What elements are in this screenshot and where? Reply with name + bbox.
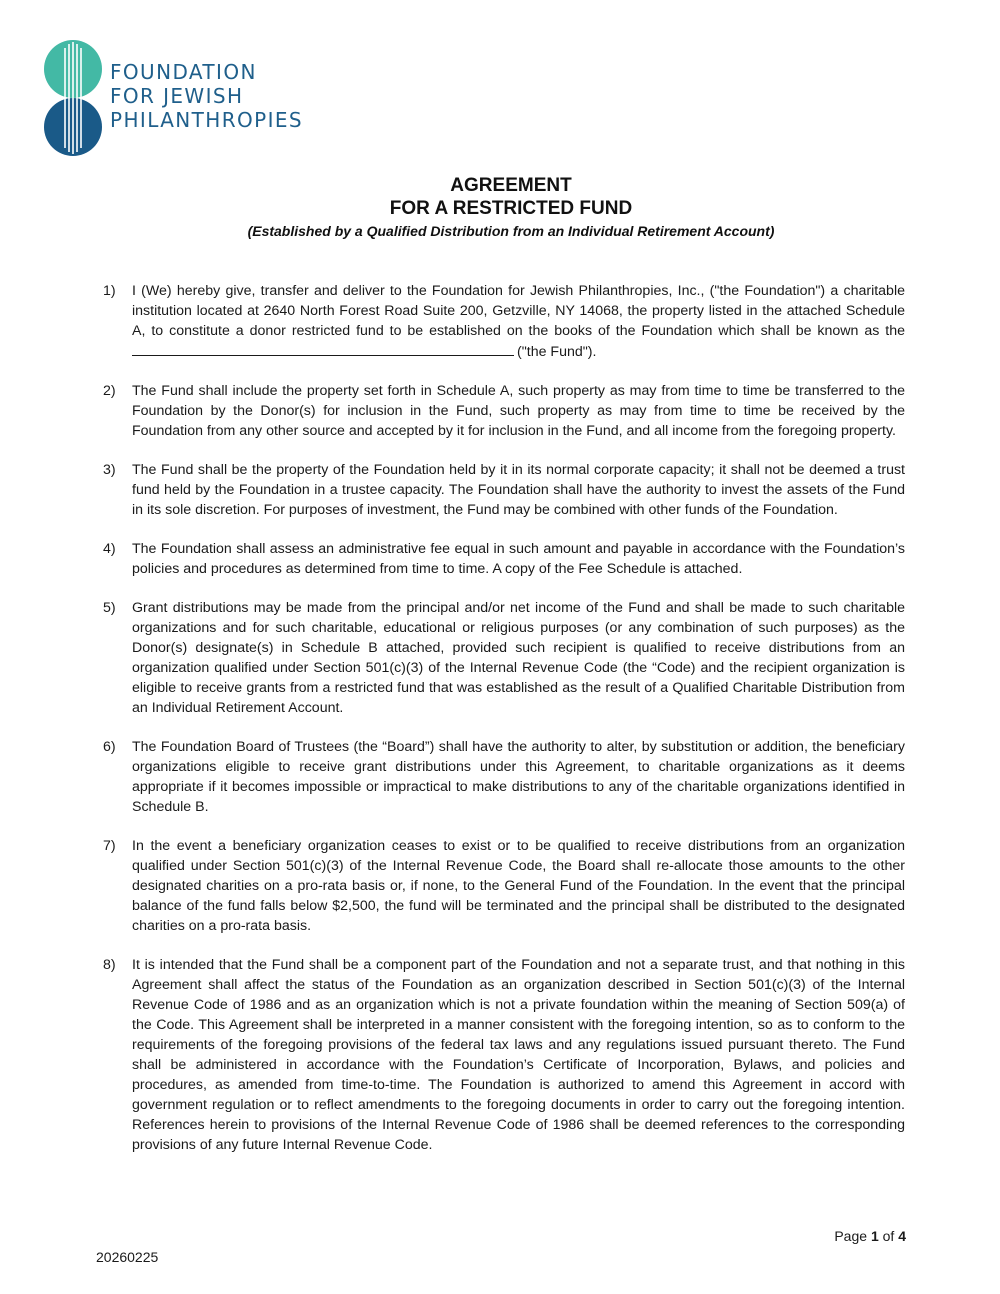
clause-text: In the event a beneficiary organization ceases to exist or to be qualified to receive distributions from an organization qualified under Section 501(c)(3) of the Internal Revenue Code, the Board shall re-allocate those amounts to the other designated charities on a pro-rata basis or, if none, to the General Fund of the Foundation. In the event that the principal balance of the fund falls below $2,500, the fund will be terminated and the principal shall be distributed to the designated charities on a pro-rata basis. bbox=[132, 838, 905, 934]
clause-3 bbox=[103, 460, 905, 520]
clause-6 bbox=[103, 737, 905, 817]
clause-text: I (We) hereby give, transfer and deliver to the Foundation for Jewish Philanthropies, Inc., ("the Foundation") a charitable institution located at 2640 North Forest Road Suite 200, Getzville, NY 14068, the property listed in the attached Schedule A, to constitute a donor restricted fund to be established on the books of the Foundation which shall be known as the bbox=[132, 283, 905, 339]
logo-wordmark bbox=[110, 60, 303, 132]
clause-text: The Foundation shall assess an administrative fee equal in such amount and payable in accordance with the Foundation’s policies and procedures as determined from time to time. A copy of the Fee Schedule is attached. bbox=[132, 541, 905, 577]
page-total: 4 bbox=[898, 1228, 906, 1244]
clause-text: Grant distributions may be made from the principal and/or net income of the Fund and shall be made to such charitable organizations and for such charitable, educational or religious purposes (or any combination of such purposes) as the Donor(s) designate(s) in Schedule B attached, provided such recipient is qualified to receive distributions from an organization qualified under Section 501(c)(3) of the Internal Revenue Code (the “Code) and the recipient organization is eligible to receive grants from a restricted fund that was established as the result of a Qualified Charitable Distribution from an Individual Retirement Account. bbox=[132, 600, 905, 716]
clause-text: The Foundation Board of Trustees (the “Board”) shall have the authority to alter, by substitution or addition, the beneficiary organizations eligible to receive grant distributions under this Agreement, to charitable organizations as it deems appropriate if it becomes impossible or impractical to make distributions to any of the charitable organizations identified in Schedule B. bbox=[132, 739, 905, 815]
clause-text-after: ("the Fund"). bbox=[517, 344, 597, 360]
clause-number: 4) bbox=[103, 541, 116, 557]
clause-number: 6) bbox=[103, 739, 116, 755]
logo-mark-icon bbox=[44, 40, 102, 156]
document-title-line-1: AGREEMENT bbox=[450, 175, 572, 196]
clause-2 bbox=[103, 381, 905, 441]
clause-5 bbox=[103, 598, 905, 718]
foundation-logo bbox=[44, 40, 344, 158]
clause-number: 8) bbox=[103, 957, 116, 973]
document-code: 20260225 bbox=[96, 1249, 159, 1265]
clause-text: It is intended that the Fund shall be a component part of the Foundation and not a separate trust, and that nothing in this Agreement shall affect the status of the Foundation as an organization described in Section 501(c)(3) of the Internal Revenue Code of 1986 and as an organization which is not a private foundation within the meaning of Section 509(a) of the Code. This Agreement shall be interpreted in a manner consistent with the foregoing intention, so as to conform to the requirements of the foregoing provisions of the federal tax laws and any regulations issued pursuant thereto. The Fund shall be administered in accordance with the Foundation’s Certificate of Incorporation, Bylaws, and policies and procedures, as amended from time-to-time. The Foundation is authorized to amend this Agreement in accord with government regulation or to reflect amendments to the foregoing documents in order to carry out the foregoing intention. References herein to provisions of the Internal Revenue Code of 1986 shall be deemed references to the corresponding provisions of any future Internal Revenue Code. bbox=[132, 957, 905, 1153]
logo-line-2: FOR JEWISH bbox=[110, 84, 244, 108]
page-current: 1 bbox=[870, 1228, 879, 1244]
page-number bbox=[834, 1228, 906, 1244]
clause-number: 2) bbox=[103, 383, 116, 399]
document-subtitle: (Established by a Qualified Distribution from an Individual Retirement Account) bbox=[247, 223, 775, 239]
clause-1 bbox=[103, 281, 905, 362]
clause-number: 5) bbox=[103, 600, 116, 616]
page-of: of bbox=[882, 1228, 895, 1244]
clause-text: The Fund shall be the property of the Foundation held by it in its normal corporate capacity; it shall not be deemed a trust fund held by the Foundation in a trustee capacity. The Foundation shall have the authority to invest the assets of the Fund in its sole discretion. For purposes of investment, the Fund may be combined with other funds of the Foundation. bbox=[132, 462, 905, 518]
agreement-clauses bbox=[103, 281, 905, 1174]
document-title-block bbox=[0, 174, 1000, 241]
clause-number: 7) bbox=[103, 838, 116, 854]
clause-8 bbox=[103, 955, 905, 1155]
logo-line-3: PHILANTHROPIES bbox=[110, 108, 304, 132]
document-title-line-2: FOR A RESTRICTED FUND bbox=[389, 198, 633, 219]
clause-number: 1) bbox=[103, 283, 116, 299]
clause-4 bbox=[103, 539, 905, 579]
clause-7 bbox=[103, 836, 905, 936]
logo-line-1: FOUNDATION bbox=[110, 60, 257, 84]
page-prefix: Page bbox=[834, 1228, 868, 1244]
fund-name-blank[interactable] bbox=[132, 341, 514, 356]
clause-number: 3) bbox=[103, 462, 116, 478]
clause-text: The Fund shall include the property set forth in Schedule A, such property as may from time to time be transferred to the Foundation by the Donor(s) for inclusion in the Fund, such property as may from time to time be received by the Foundation from any other source and accepted by it for inclusion in the Fund, and all income from the foregoing property. bbox=[132, 383, 905, 439]
